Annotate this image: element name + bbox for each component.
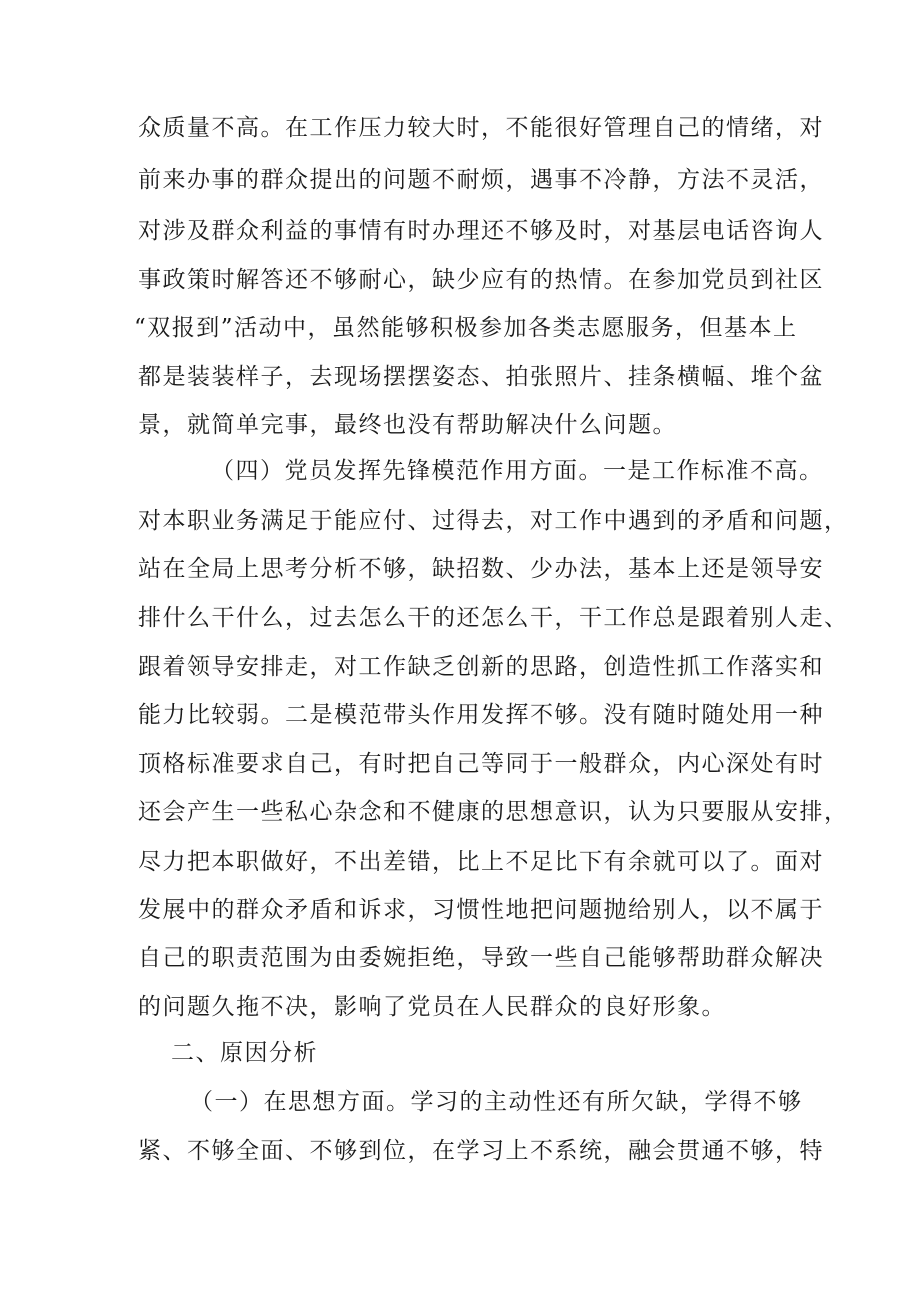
text-line-6: 都是装装样子，去现场摆摆姿态、拍张照片、挂条横幅、堆个盆 [138,364,824,390]
text-line-16: 尽力把本职做好，不出差错，比上不足比下有余就可以了。面对 [138,849,824,875]
text-line-15: 还会产生一些私心杂念和不健康的思想意识，认为只要服从安排， [138,799,849,825]
text-line-22: 紧、不够全面、不够到位，在学习上不系统，融会贯通不够，特 [138,1138,824,1164]
text-line-12: 跟着领导安排走，对工作缺乏创新的思路，创造性抓工作落实和 [138,654,824,680]
text-line-1: 众质量不高。在工作压力较大时，不能很好管理自己的情绪，对 [138,115,824,141]
text-line-13: 能力比较弱。二是模范带头作用发挥不够。没有随时随处用一种 [138,702,824,728]
text-line-17: 发展中的群众矛盾和诉求，习惯性地把问题抛给别人，以不属于 [138,897,824,923]
text-line-19: 的问题久拖不决，影响了党员在人民群众的良好形象。 [138,994,726,1020]
text-line-2: 前来办事的群众提出的问题不耐烦，遇事不冷静，方法不灵活， [138,167,824,193]
text-line-14: 顶格标准要求自己，有时把自己等同于一般群众，内心深处有时 [138,751,824,777]
text-line-10: 站在全局上思考分析不够，缺招数、少办法，基本上还是领导安 [138,556,824,582]
text-line-18: 自己的职责范围为由委婉拒绝，导致一些自己能够帮助群众解决 [138,945,824,971]
text-line-9: 对本职业务满足于能应付、过得去，对工作中遇到的矛盾和问题， [138,508,849,534]
section-heading-4: （四）党员发挥先锋模范作用方面。一是工作标准不高。 [211,458,824,484]
text-line-5: “双报到”活动中，虽然能够积极参加各类志愿服务，但基本上 [134,315,798,341]
text-line-7: 景，就简单完事，最终也没有帮助解决什么问题。 [138,412,677,438]
subsection-heading-1: （一）在思想方面。学习的主动性还有所欠缺，学得不够 [190,1089,803,1115]
text-line-4: 事政策时解答还不够耐心，缺少应有的热情。在参加党员到社区 [138,267,824,293]
text-line-3: 对涉及群众利益的事情有时办理还不够及时，对基层电话咨询人 [138,218,824,244]
text-line-11: 排什么干什么，过去怎么干的还怎么干，干工作总是跟着别人走、 [138,605,849,631]
section-heading-2: 二、原因分析 [171,1040,318,1066]
